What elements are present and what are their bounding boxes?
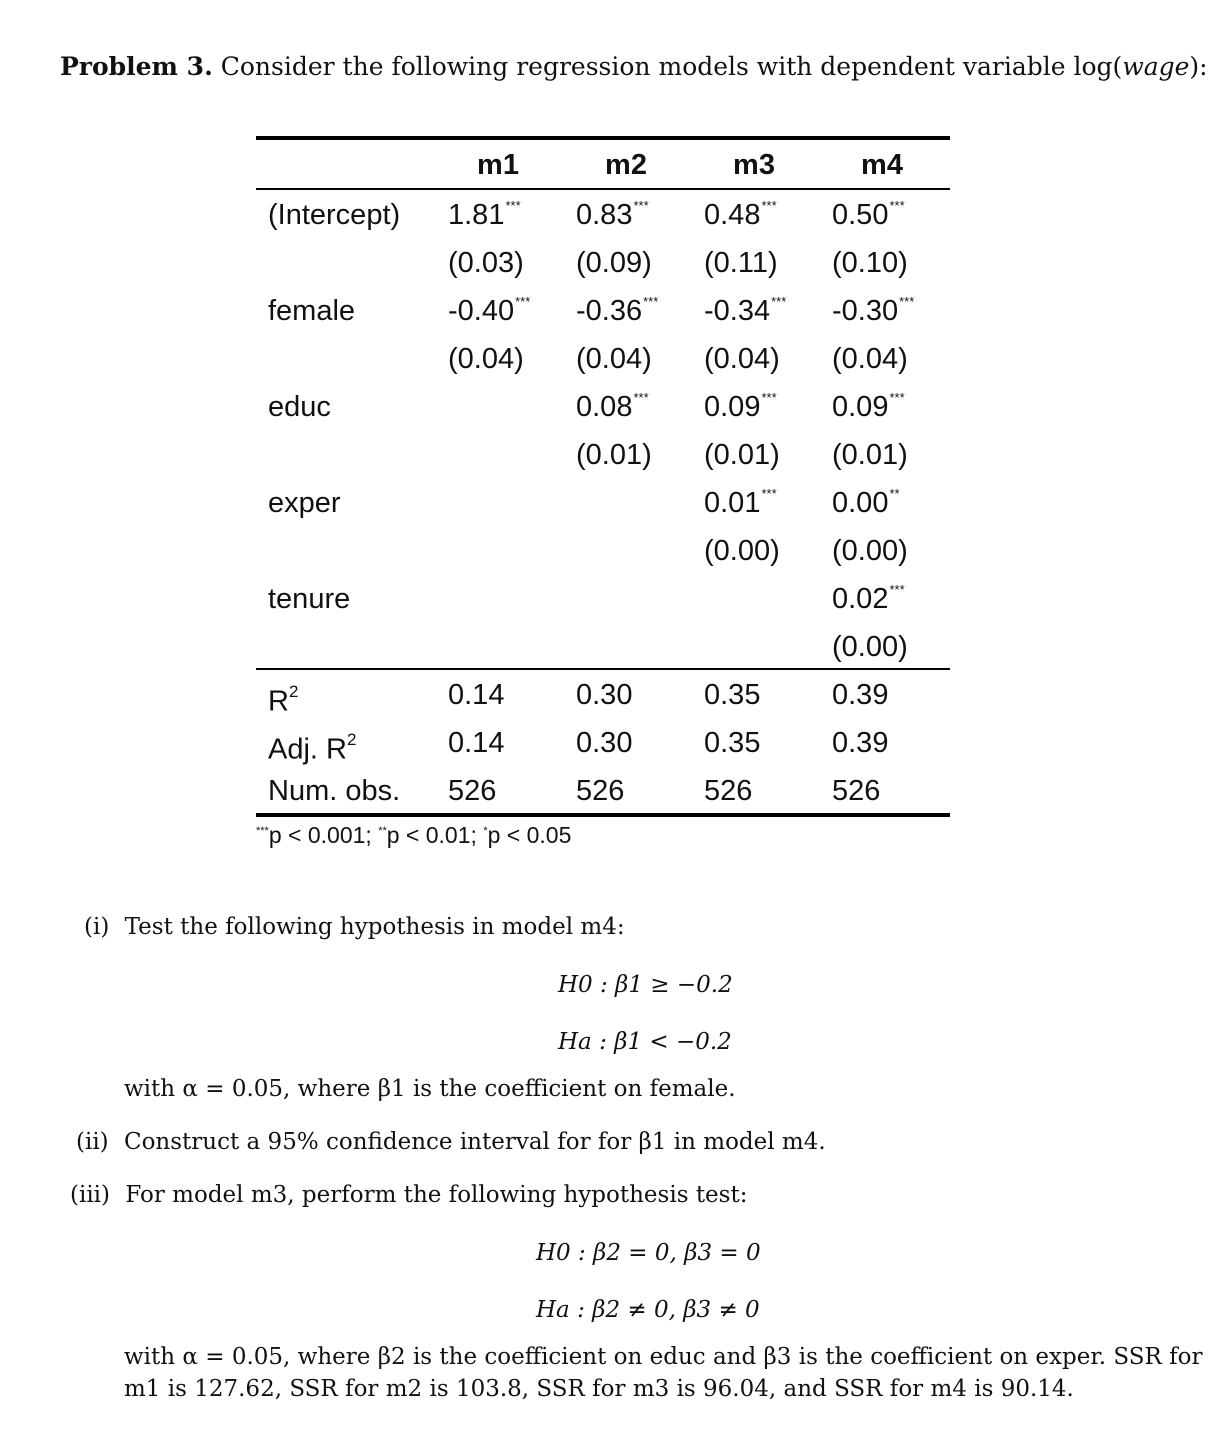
significance-stars: **: [889, 486, 900, 501]
footnote-stars-1: *: [483, 825, 488, 837]
significance-stars: ***: [761, 486, 777, 501]
coef-value: -0.40: [448, 295, 515, 327]
footnote-stars-3: ***: [256, 825, 269, 837]
row-label-exper: exper: [268, 487, 341, 519]
coef-cell: [576, 198, 649, 237]
column-header-m4: m4: [861, 149, 903, 181]
coef-value: -0.36: [576, 295, 643, 327]
significance-stars: ***: [633, 198, 649, 213]
coef-value: 0.50: [832, 199, 889, 231]
coef-cell: [832, 582, 905, 621]
stat-label-superscript: 2: [288, 682, 299, 701]
question-1-text: Test the following hypothesis in model m4:: [124, 914, 625, 940]
std-error-cell: (0.04): [448, 343, 524, 375]
significance-stars: ***: [761, 198, 777, 213]
coef-value: 0.02: [832, 583, 889, 615]
header-rule: [256, 188, 950, 190]
coef-cell: [576, 294, 658, 333]
stats-rule: [256, 668, 950, 670]
coef-cell: [832, 294, 914, 333]
coef-value: 0.01: [704, 487, 761, 519]
std-error-cell: (0.09): [576, 247, 652, 279]
problem-label: Problem 3.: [60, 52, 213, 81]
coef-cell: [704, 390, 777, 429]
significance-stars: ***: [899, 294, 915, 309]
coef-cell: [448, 294, 530, 333]
row-label-intercept: (Intercept): [268, 199, 401, 231]
stat-value: 0.39: [832, 679, 889, 711]
row-label-educ: educ: [268, 391, 331, 423]
std-error-cell: (0.00): [832, 535, 908, 567]
std-error-cell: (0.04): [832, 343, 908, 375]
stat-value: 526: [832, 775, 881, 807]
problem-heading: [60, 52, 1208, 81]
row-label-tenure: tenure: [268, 583, 351, 615]
coef-cell: [704, 198, 777, 237]
significance-stars: ***: [889, 582, 905, 597]
significance-stars: ***: [889, 390, 905, 405]
question-3-ha: Ha : β2 ≠ 0, β3 ≠ 0: [536, 1297, 760, 1323]
std-error-cell: (0.00): [832, 631, 908, 663]
question-1: [84, 914, 625, 940]
std-error-cell: (0.00): [704, 535, 780, 567]
table-top-rule: [256, 136, 950, 140]
stat-value: 0.35: [704, 727, 761, 759]
question-3-h0: H0 : β2 = 0, β3 = 0: [536, 1240, 761, 1266]
footnote-p2: p < 0.01;: [386, 822, 484, 848]
std-error-cell: (0.04): [704, 343, 780, 375]
std-error-cell: (0.04): [576, 343, 652, 375]
significance-stars: ***: [889, 198, 905, 213]
coef-value: 0.08: [576, 391, 633, 423]
stat-value: 526: [704, 775, 753, 807]
stat-value: 526: [448, 775, 497, 807]
question-3-tail-line2: m1 is 127.62, SSR for m2 is 103.8, SSR for m3 is 96.04, and SSR for m4 is 90.14.: [124, 1376, 1074, 1402]
question-1-h0: H0 : β1 ≥ −0.2: [558, 972, 733, 998]
question-2-text: Construct a 95% confidence interval for for β1 in model m4.: [123, 1129, 826, 1155]
coef-cell: [832, 390, 905, 429]
coef-value: 0.48: [704, 199, 761, 231]
stat-value: 0.35: [704, 679, 761, 711]
coef-cell: [704, 486, 777, 525]
question-1-number: (i): [84, 914, 110, 940]
coef-value: 1.81: [448, 199, 505, 231]
coef-cell: [448, 198, 521, 237]
coef-value: 0.00: [832, 487, 889, 519]
problem-intro-end: ):: [1189, 52, 1208, 81]
column-header-m3: m3: [733, 149, 775, 181]
question-3-text: For model m3, perform the following hypothesis test:: [125, 1182, 748, 1208]
question-3: [70, 1182, 747, 1208]
significance-stars: ***: [761, 390, 777, 405]
significance-stars: ***: [515, 294, 531, 309]
coef-value: -0.30: [832, 295, 899, 327]
question-1-ha: Ha : β1 < −0.2: [558, 1029, 732, 1055]
footnote-p3: p < 0.05: [487, 822, 572, 848]
significance-stars: ***: [771, 294, 787, 309]
coef-value: -0.34: [704, 295, 771, 327]
coef-cell: [832, 486, 900, 525]
stat-label-superscript: 2: [346, 730, 357, 749]
stat-label-text: Num. obs.: [268, 775, 401, 807]
footnote-p1: p < 0.001;: [268, 822, 379, 848]
std-error-cell: (0.03): [448, 247, 524, 279]
std-error-cell: (0.10): [832, 247, 908, 279]
coef-cell: [832, 198, 905, 237]
column-header-m1: m1: [477, 149, 519, 181]
stat-value: 0.30: [576, 679, 633, 711]
question-2: [76, 1129, 826, 1155]
stat-label: [268, 726, 356, 767]
stat-value: 0.14: [448, 679, 505, 711]
row-label-female: female: [268, 295, 356, 327]
coef-cell: [704, 294, 786, 333]
coef-value: 0.83: [576, 199, 633, 231]
question-3-tail-line1: with α = 0.05, where β2 is the coefficient on educ and β3 is the coefficient on exper. SSR for: [124, 1344, 1203, 1370]
coef-value: 0.09: [832, 391, 889, 423]
stat-label: [268, 678, 298, 719]
stat-label: [268, 774, 400, 808]
stat-value: 0.39: [832, 727, 889, 759]
stat-value: 0.30: [576, 727, 633, 759]
significance-stars: ***: [505, 198, 521, 213]
footnote-stars-2: **: [378, 825, 387, 837]
std-error-cell: (0.01): [832, 439, 908, 471]
question-3-number: (iii): [70, 1182, 111, 1208]
std-error-cell: (0.11): [704, 247, 778, 279]
significance-stars: ***: [633, 390, 649, 405]
coef-cell: [576, 390, 649, 429]
std-error-cell: (0.01): [576, 439, 652, 471]
question-1-tail: with α = 0.05, where β1 is the coefficient on female.: [124, 1076, 736, 1102]
significance-stars: ***: [643, 294, 659, 309]
stat-value: 0.14: [448, 727, 505, 759]
dependent-variable: wage: [1122, 52, 1190, 81]
problem-intro: Consider the following regression models with dependent variable log(: [220, 52, 1123, 81]
significance-footnote: [256, 822, 571, 849]
stat-value: 526: [576, 775, 625, 807]
table-bottom-rule: [256, 813, 950, 817]
stat-label-text: R: [268, 685, 289, 718]
stat-label-text: Adj. R: [268, 733, 347, 766]
column-header-m2: m2: [605, 149, 647, 181]
question-2-number: (ii): [76, 1129, 109, 1155]
coef-value: 0.09: [704, 391, 761, 423]
std-error-cell: (0.01): [704, 439, 780, 471]
